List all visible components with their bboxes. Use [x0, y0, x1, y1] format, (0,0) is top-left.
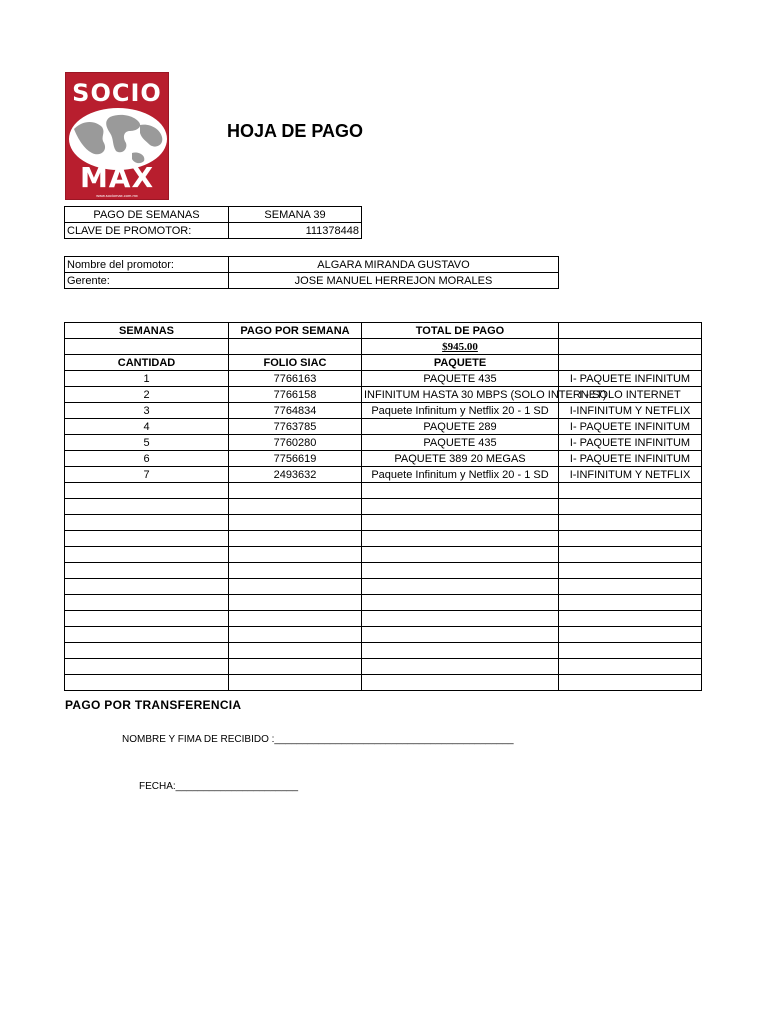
cell-tipo: I - SOLO INTERNET — [559, 387, 702, 403]
empty-cell — [362, 531, 559, 547]
cell-tipo: I-INFINITUM Y NETFLIX — [559, 403, 702, 419]
empty-row — [65, 659, 702, 675]
empty-cell — [229, 547, 362, 563]
cell-tipo: I- PAQUETE INFINITUM — [559, 419, 702, 435]
empty-cell — [559, 643, 702, 659]
empty-cell — [65, 659, 229, 675]
cell-tipo: I- PAQUETE INFINITUM — [559, 371, 702, 387]
cell-paquete: PAQUETE 435 — [362, 435, 559, 451]
empty-cell — [362, 675, 559, 691]
empty-cell — [65, 499, 229, 515]
empty-row — [65, 627, 702, 643]
pago-transferencia: PAGO POR TRANSFERENCIA — [65, 698, 242, 712]
table-cell — [65, 339, 229, 355]
empty-cell — [229, 531, 362, 547]
fecha-line: FECHA:______________________ — [139, 781, 299, 792]
page-title: HOJA DE PAGO — [227, 121, 364, 141]
table-cell — [229, 339, 362, 355]
empty-row — [65, 675, 702, 691]
total-amount: $945.00 — [362, 339, 559, 355]
pago-semanas-value: SEMANA 39 — [229, 207, 362, 223]
cell-cantidad: 6 — [65, 451, 229, 467]
cell-paquete: Paquete Infinitum y Netflix 20 - 1 SD — [362, 403, 559, 419]
cell-folio: 7760280 — [229, 435, 362, 451]
empty-row — [65, 611, 702, 627]
header-semanas: SEMANAS — [65, 323, 229, 339]
empty-cell — [362, 579, 559, 595]
header-pago-por-semana: PAGO POR SEMANA — [229, 323, 362, 339]
gerente-label: Gerente: — [65, 273, 229, 289]
pago-semanas-label: PAGO DE SEMANAS — [65, 207, 229, 223]
cell-folio: 7763785 — [229, 419, 362, 435]
nombre-promotor-label: Nombre del promotor: — [65, 257, 229, 273]
empty-row — [65, 643, 702, 659]
empty-row — [65, 531, 702, 547]
table-row — [65, 435, 702, 451]
table-row — [65, 451, 702, 467]
cell-cantidad: 3 — [65, 403, 229, 419]
empty-cell — [229, 643, 362, 659]
empty-cell — [362, 611, 559, 627]
clave-promotor-value: 111378448 — [229, 223, 362, 239]
logo-url: www.sociomax.com.mx — [96, 193, 138, 198]
empty-cell — [65, 627, 229, 643]
table-row — [65, 403, 702, 419]
table-row — [65, 419, 702, 435]
cell-paquete: INFINITUM HASTA 30 MBPS (SOLO INTERNET) — [362, 387, 559, 403]
empty-cell — [229, 611, 362, 627]
cell-paquete: PAQUETE 389 20 MEGAS — [362, 451, 559, 467]
empty-cell — [229, 483, 362, 499]
empty-row — [65, 595, 702, 611]
empty-cell — [65, 547, 229, 563]
nombre-promotor-value: ALGARA MIRANDA GUSTAVO — [229, 257, 559, 273]
empty-cell — [559, 515, 702, 531]
empty-row — [65, 579, 702, 595]
empty-cell — [559, 483, 702, 499]
clave-promotor-label: CLAVE DE PROMOTOR: — [65, 223, 229, 239]
signature-line: NOMBRE Y FIMA DE RECIBIDO :___________________________________________ — [122, 734, 514, 745]
empty-cell — [229, 627, 362, 643]
cell-cantidad: 7 — [65, 467, 229, 483]
empty-cell — [229, 659, 362, 675]
empty-cell — [559, 675, 702, 691]
empty-cell — [559, 627, 702, 643]
table-cell — [559, 339, 702, 355]
week-info-table — [64, 206, 362, 239]
cell-cantidad: 4 — [65, 419, 229, 435]
logo-text-top: SOCIO — [72, 79, 162, 107]
header-cantidad: CANTIDAD — [65, 355, 229, 371]
empty-cell — [362, 643, 559, 659]
empty-cell — [65, 483, 229, 499]
empty-cell — [229, 515, 362, 531]
empty-cell — [229, 595, 362, 611]
empty-cell — [559, 499, 702, 515]
empty-cell — [65, 595, 229, 611]
header-total-de-pago: TOTAL DE PAGO — [362, 323, 559, 339]
empty-row — [65, 483, 702, 499]
empty-cell — [65, 515, 229, 531]
empty-cell — [559, 659, 702, 675]
cell-folio: 7766163 — [229, 371, 362, 387]
empty-cell — [65, 579, 229, 595]
cell-folio: 7756619 — [229, 451, 362, 467]
logo-text-bottom: MAX — [79, 161, 155, 194]
cell-cantidad: 1 — [65, 371, 229, 387]
header-blank — [559, 323, 702, 339]
header-paquete: PAQUETE — [362, 355, 559, 371]
empty-cell — [362, 627, 559, 643]
cell-paquete: Paquete Infinitum y Netflix 20 - 1 SD — [362, 467, 559, 483]
sociomax-logo — [65, 72, 169, 200]
cell-folio: 2493632 — [229, 467, 362, 483]
empty-row — [65, 563, 702, 579]
table-row — [65, 371, 702, 387]
cell-folio: 7764834 — [229, 403, 362, 419]
empty-cell — [65, 531, 229, 547]
payment-table — [64, 322, 702, 691]
empty-cell — [229, 675, 362, 691]
cell-tipo: I- PAQUETE INFINITUM — [559, 435, 702, 451]
cell-cantidad: 5 — [65, 435, 229, 451]
header-blank — [559, 355, 702, 371]
empty-row — [65, 499, 702, 515]
empty-cell — [362, 595, 559, 611]
header-folio-siac: FOLIO SIAC — [229, 355, 362, 371]
empty-cell — [229, 499, 362, 515]
empty-cell — [559, 595, 702, 611]
empty-cell — [362, 499, 559, 515]
empty-row — [65, 547, 702, 563]
cell-paquete: PAQUETE 289 — [362, 419, 559, 435]
empty-cell — [229, 579, 362, 595]
empty-cell — [362, 547, 559, 563]
empty-cell — [65, 675, 229, 691]
empty-cell — [229, 563, 362, 579]
empty-cell — [559, 563, 702, 579]
empty-cell — [362, 563, 559, 579]
cell-paquete: PAQUETE 435 — [362, 371, 559, 387]
cell-tipo: I- PAQUETE INFINITUM — [559, 451, 702, 467]
table-row — [65, 387, 702, 403]
gerente-value: JOSE MANUEL HERREJON MORALES — [229, 273, 559, 289]
empty-cell — [65, 563, 229, 579]
empty-cell — [559, 611, 702, 627]
empty-cell — [559, 531, 702, 547]
empty-cell — [362, 515, 559, 531]
empty-cell — [362, 483, 559, 499]
cell-tipo: I-INFINITUM Y NETFLIX — [559, 467, 702, 483]
empty-cell — [559, 579, 702, 595]
cell-cantidad: 2 — [65, 387, 229, 403]
empty-cell — [559, 547, 702, 563]
empty-cell — [65, 643, 229, 659]
table-row — [65, 467, 702, 483]
empty-cell — [362, 659, 559, 675]
cell-folio: 7766158 — [229, 387, 362, 403]
empty-cell — [65, 611, 229, 627]
empty-row — [65, 515, 702, 531]
promoter-info-table — [64, 256, 559, 289]
